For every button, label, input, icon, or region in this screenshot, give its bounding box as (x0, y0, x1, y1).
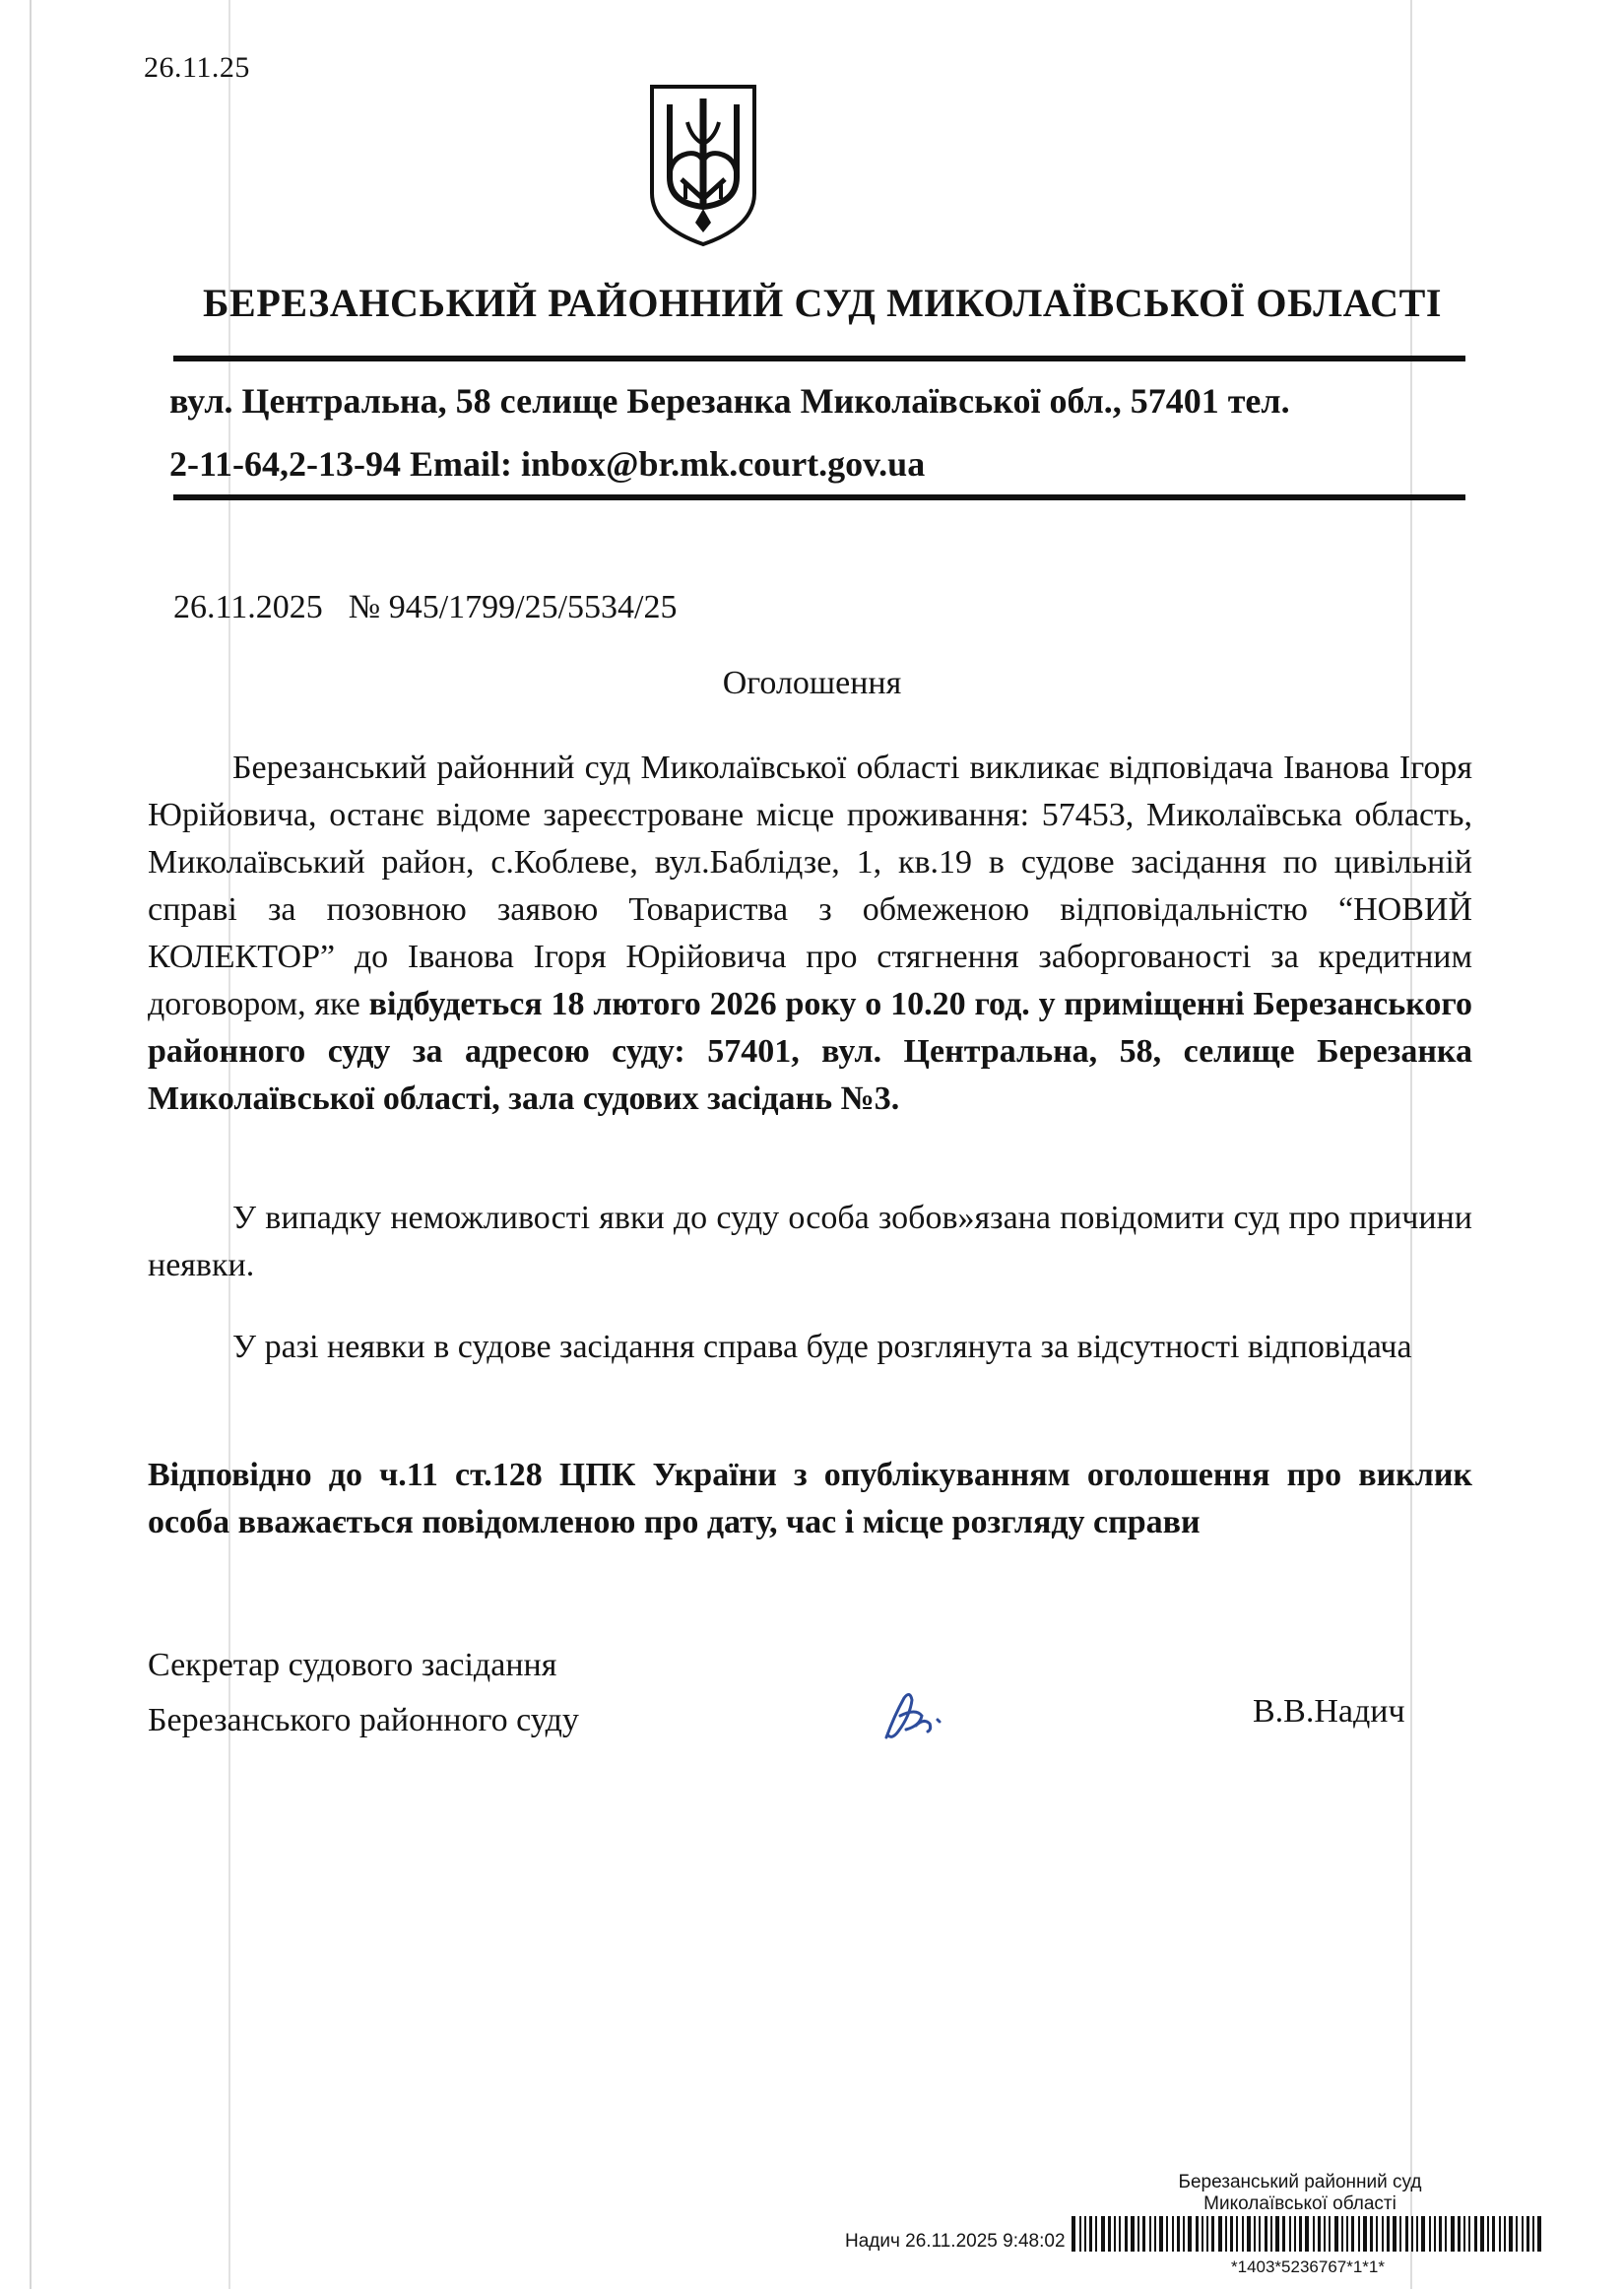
barcode-bar (1305, 2216, 1309, 2252)
barcode-bar (1429, 2216, 1431, 2252)
barcode-bar (1166, 2216, 1168, 2252)
barcode-bar (1196, 2216, 1199, 2252)
scan-artifact-line (30, 0, 32, 2289)
barcode-bar (1324, 2216, 1326, 2252)
court-address-line: вул. Центральна, 58 селище Березанка Миколаївської обл., 57401 тел. (169, 381, 1290, 421)
barcode-bar (1358, 2216, 1360, 2252)
barcode-bar (1131, 2216, 1135, 2252)
barcode-bar (1137, 2216, 1139, 2252)
barcode-bar (1230, 2216, 1233, 2252)
barcode-bar (1522, 2216, 1524, 2252)
barcode-bar (1334, 2216, 1338, 2252)
registration-barcode (1072, 2216, 1546, 2252)
trident-coat-of-arms-icon (646, 83, 760, 248)
barcode-bar (1289, 2216, 1291, 2252)
barcode-bar (1329, 2216, 1331, 2252)
barcode-bar (1416, 2216, 1418, 2252)
barcode-bar (1516, 2216, 1518, 2252)
barcode-bar (1370, 2216, 1373, 2252)
barcode-bar (1114, 2216, 1116, 2252)
barcode-bar (1101, 2216, 1105, 2252)
barcode-bar (1299, 2216, 1302, 2252)
signer-position-line: Березанського районного суду (148, 1702, 579, 1738)
barcode-bar (1405, 2216, 1408, 2252)
barcode-bar (1270, 2216, 1272, 2252)
barcode-bar (1382, 2216, 1384, 2252)
barcode-bar (1393, 2216, 1397, 2252)
document-heading: Оголошення (722, 665, 902, 701)
barcode-bar (1254, 2216, 1256, 2252)
barcode-bar (1451, 2216, 1455, 2252)
barcode-bar (1474, 2216, 1477, 2252)
barcode-bar (1177, 2216, 1180, 2252)
barcode-bar (1183, 2216, 1185, 2252)
barcode-bar (1242, 2216, 1244, 2252)
barcode-bar (1211, 2216, 1214, 2252)
nonappearance-notice: У разі неявки в судове засідання справа буде розглянута за відсутності відповідача (232, 1329, 1412, 1365)
court-address (169, 369, 1400, 495)
barcode-bar (1458, 2216, 1461, 2252)
barcode-bar (1376, 2216, 1378, 2252)
barcode-bar (1532, 2216, 1534, 2252)
barcode-bar (1084, 2216, 1086, 2252)
barcode-bar (1509, 2216, 1513, 2252)
barcode-bar (1439, 2216, 1442, 2252)
signer-position (148, 1638, 579, 1748)
stamp-org-line: Миколаївської області (1203, 2193, 1397, 2214)
barcode-bar (1125, 2216, 1128, 2252)
barcode-bar (1247, 2216, 1251, 2252)
barcode-bar (1487, 2216, 1489, 2252)
barcode-bar (1318, 2216, 1321, 2252)
document-date: 26.11.2025 (173, 589, 323, 625)
scan-artifact-line (1410, 0, 1412, 2289)
registration-timestamp: Надич 26.11.2025 9:48:02 (845, 2231, 1066, 2252)
barcode-bar (1108, 2216, 1111, 2252)
barcode-bar (1363, 2216, 1367, 2252)
summons-paragraph (148, 745, 1472, 1123)
barcode-bar (1159, 2216, 1163, 2252)
barcode-bar (1421, 2216, 1425, 2252)
scan-artifact-line (228, 0, 230, 2289)
barcode-bar (1411, 2216, 1413, 2252)
barcode-bar (1259, 2216, 1261, 2252)
barcode-bar (1079, 2216, 1081, 2252)
barcode-bar (1294, 2216, 1296, 2252)
barcode-number: *1403*5236767*1*1* (1231, 2257, 1385, 2276)
barcode-bar (1282, 2216, 1285, 2252)
legal-basis-notice: Відповідно до ч.11 ст.128 ЦПК України з опублікуванням оголошення про виклик особа вважається повідомленою про дату, час і місце розгляду справи (148, 1457, 1472, 1540)
barcode-bar (1537, 2216, 1541, 2252)
barcode-bar (1445, 2216, 1447, 2252)
barcode-bar (1154, 2216, 1156, 2252)
hearing-details: відбудеться 18 лютого 2026 року о 10.20 год. у приміщенні Березанського районного суду за адресою суду: 57401, вул. Центральна, 58, селище Березанка Миколаївської області, зала судових засідань №3. (148, 986, 1472, 1117)
barcode-bar (1119, 2216, 1121, 2252)
barcode-bar (1275, 2216, 1279, 2252)
registration-stamp-org (1172, 2172, 1428, 2215)
header-rule-top (173, 356, 1465, 361)
signer-position-line: Секретар судового засідання (148, 1647, 557, 1683)
barcode-bar (1346, 2216, 1348, 2252)
barcode-bar (1172, 2216, 1174, 2252)
barcode-bar (1225, 2216, 1227, 2252)
handwritten-signature (877, 1686, 955, 1747)
barcode-bar (1089, 2216, 1092, 2252)
barcode-bar (1095, 2216, 1097, 2252)
court-title: БЕРЕЗАНСЬКИЙ РАЙОННИЙ СУД МИКОЛАЇВСЬКОЇ ОБЛАСТІ (203, 281, 1443, 325)
barcode-bar (1434, 2216, 1436, 2252)
barcode-bar (1499, 2216, 1501, 2252)
court-address-line: 2-11-64,2-13-94 Email: inbox@br.mk.court.gov.ua (169, 444, 926, 484)
barcode-bar (1399, 2216, 1401, 2252)
barcode-bar (1265, 2216, 1267, 2252)
barcode-bar (1527, 2216, 1529, 2252)
barcode-bar (1206, 2216, 1208, 2252)
barcode-bar (1142, 2216, 1145, 2252)
summons-text: Березанський районний суд Миколаївської області викликає відповідача Іванова Ігоря Юрійовича, останє відоме зареєстроване місце проживання: 57453, Миколаївська область, Миколаївський район, с.Коблеве, вул.Баблідзе, 1, кв.19 в судове засідання по цивільній справі за позовною заявою Товариства з обмеженою відповідальністю “НОВИЙ КОЛЕКТОР” до Іванова Ігоря Юрійовича про стягнення заборгованості за кредитним договором, яке (148, 750, 1472, 1022)
signer-name: В.В.Надич (1253, 1693, 1405, 1730)
barcode-bar (1072, 2216, 1075, 2252)
document-number: № 945/1799/25/5534/25 (348, 589, 678, 625)
barcode-bar (1218, 2216, 1222, 2252)
barcode-bar (1463, 2216, 1465, 2252)
barcode-bar (1351, 2216, 1354, 2252)
absence-notice: У випадку неможливості явки до суду особа зобов»язана повідомити суд про причини неявки. (148, 1200, 1472, 1283)
barcode-bar (1188, 2216, 1192, 2252)
stamp-org-line: Березанський районний суд (1178, 2172, 1422, 2192)
barcode-bar (1341, 2216, 1343, 2252)
document-reference (173, 589, 677, 626)
barcode-bar (1202, 2216, 1203, 2252)
stamp-date: 26.11.25 (144, 51, 250, 84)
barcode-bar (1149, 2216, 1151, 2252)
header-rule-bottom (173, 494, 1465, 500)
barcode-bar (1236, 2216, 1238, 2252)
barcode-bar (1468, 2216, 1470, 2252)
barcode-bar (1504, 2216, 1506, 2252)
barcode-bar (1480, 2216, 1484, 2252)
barcode-bar (1313, 2216, 1315, 2252)
barcode-bar (1387, 2216, 1390, 2252)
barcode-bar (1492, 2216, 1495, 2252)
